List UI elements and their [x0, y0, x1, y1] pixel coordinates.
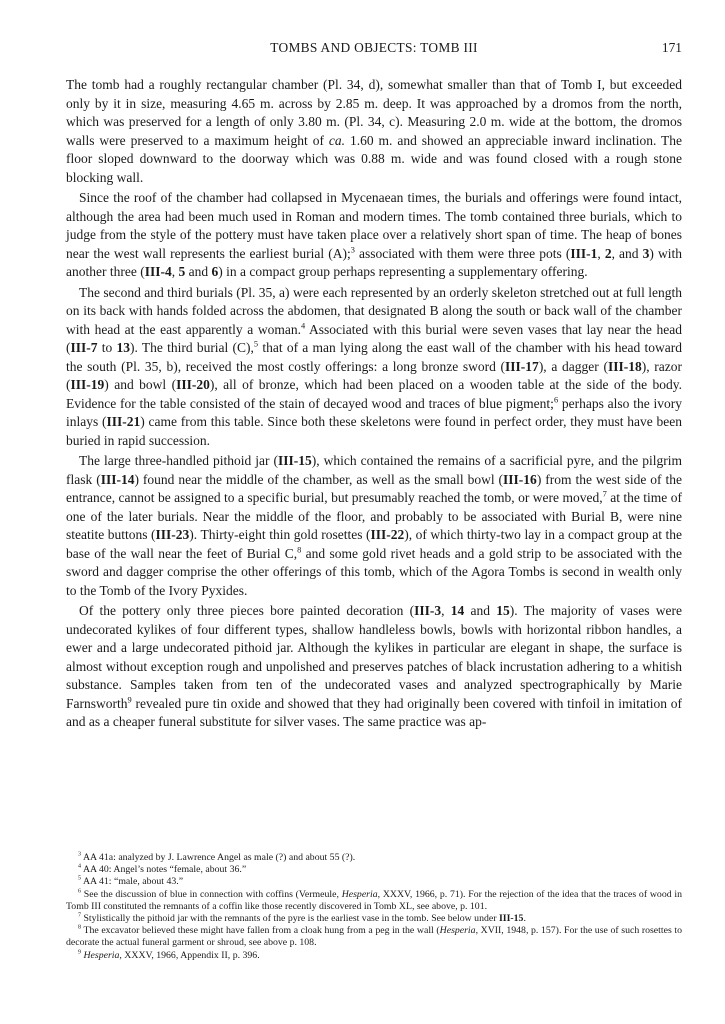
catalog-ref: 2 — [604, 245, 612, 261]
text-run: The large three-handled pithoid jar ( — [79, 453, 278, 468]
footnote-ref: 3 — [350, 245, 355, 254]
italic-text: ca. — [328, 132, 346, 148]
catalog-ref: III-4 — [144, 264, 172, 279]
text-run: and — [464, 603, 497, 618]
catalog-ref: III-17 — [505, 358, 539, 374]
footnote — [66, 852, 682, 864]
text-run: ). The majority of vases were undecorated kylikes of four different types, shallow handleless bowls, bowls with horizontal ribbon handles, a ewer and a large undecorated pithoid jar. Although the kylikes in particular are elegant in shape, the surface is almost without exception rough and unpolished and preserves patches of black incrustation adhering to a whitish substance. Samples taken from ten of the undecorated vases and analyzed spectrographically by Marie Farnsworth — [66, 603, 682, 711]
text-run: Stylistically the pithoid jar with the remnants of the pyre is the earliest vase in the tomb. See below under — [81, 913, 499, 925]
page-header — [66, 40, 682, 60]
text-run: AA 41a: analyzed by J. Lawrence Angel as male (?) and about 55 (?). — [81, 852, 356, 863]
text-run: and — [185, 264, 212, 279]
paragraph — [66, 76, 682, 187]
footnote-ref: 6 — [553, 395, 559, 404]
text-run: , — [171, 264, 179, 279]
footnote — [66, 925, 682, 949]
text-run: ). Thirty-eight thin gold rosettes ( — [189, 527, 371, 542]
catalog-ref: III-16 — [503, 471, 537, 487]
catalog-ref: 5 — [178, 264, 186, 279]
footnotes — [66, 852, 682, 962]
footnote — [66, 876, 682, 888]
text-run: The excavator believed these might have fallen from a cloak hung from a peg in the wall ( — [81, 925, 440, 937]
text-run: ), which contained the remains of a sacrificial pyre, and the pilgrim flask ( — [66, 453, 682, 487]
footnote — [66, 889, 682, 913]
text-run: ) with another three ( — [66, 245, 682, 279]
text-run: at the time of one of the later burials. Near the middle of the floor, and probably to be associated with Burial B, were nine steatite buttons ( — [66, 490, 682, 542]
italic-text: Hesperia — [83, 949, 120, 961]
text-run: The second and third burials (Pl. 35, a) were each represented by an orderly skeleton stretched out at full length on its back with hands folded across the abdomen, that designated B along the south or back wall of the chamber with head at the east apparently a woman. — [66, 284, 682, 337]
catalog-ref: III-23 — [155, 527, 190, 542]
text-run: The tomb had a roughly rectangular chamber (Pl. 34, d), somewhat smaller than that of Tomb I, but exceeded only by it in size, measuring 4.65 m. across by 2.85 m. deep. It was approached by a dromos from the north, which was preserved for a length of only 3.80 m. (Pl. 34, c). Measuring 2.0 m. wide at the bottom, the dromos walls were preserved to a maximum height of — [66, 77, 682, 148]
text-run: ) and bowl ( — [104, 377, 177, 392]
footnote-ref: 5 — [253, 339, 259, 349]
catalog-ref: III-21 — [106, 414, 141, 429]
italic-text: Hesperia — [341, 888, 378, 900]
text-run: AA 41: “male, about 43.” — [81, 876, 184, 888]
italic-text: Hesperia — [439, 925, 476, 937]
footnote-ref: 7 — [78, 912, 82, 919]
footnote-ref: 5 — [78, 876, 82, 883]
footnote-ref: 4 — [300, 321, 306, 330]
text-run: perhaps also the ivory inlays ( — [66, 395, 683, 429]
text-run: AA 40: Angel’s notes “female, about 36.” — [81, 864, 247, 876]
body-text — [66, 76, 682, 734]
text-run: Since the roof of the chamber had collapsed in Mycenaean times, the burials and offerings were found intact, although the area had been much used in Roman and modern times. The tomb contained three burials, which to judge from the style of the pottery must have taken place over a relatively short span of time. The heap of bones near the west wall represents the earliest burial (A); — [66, 190, 682, 261]
text-run: ) came from this table. Since both these skeletons were found in perfect order, they must have been buried in rapid succession. — [66, 414, 683, 448]
catalog-ref: III-14 — [100, 471, 135, 487]
text-run: ) found near the middle of the chamber, as well as the small bowl ( — [134, 471, 504, 487]
text-run: , XVII, 1948, p. 157). For the use of such rosettes to decorate the actual funeral garment or shroud, see above p. 108. — [66, 925, 682, 949]
footnote — [66, 864, 682, 876]
footnote-ref: 8 — [297, 545, 302, 554]
text-run: ) from the west side of the entrance, cannot be assigned to a specific burial, but presumably reached the tomb, or were moved, — [66, 471, 682, 505]
catalog-ref: 15 — [496, 603, 510, 618]
catalog-ref: III-18 — [607, 358, 642, 374]
footnote-ref: 7 — [602, 489, 607, 499]
text-run: Of the pottery only three pieces bore painted decoration ( — [79, 603, 415, 618]
catalog-ref: III-15 — [498, 913, 524, 925]
footnote-ref: 9 — [127, 695, 132, 704]
text-run: ). The third burial (C), — [130, 340, 254, 355]
catalog-ref: III-7 — [70, 340, 98, 355]
text-run: 1.60 m. and showed an appreciable inward inclination. The floor sloped downward to the doorway which was 0.88 m. wide and was found closed with a rough stone blocking wall. — [66, 132, 682, 185]
catalog-ref: III-15 — [277, 453, 312, 468]
footnote-ref: 6 — [78, 888, 82, 895]
paragraph — [66, 452, 682, 600]
catalog-ref: III-22 — [370, 527, 405, 542]
text-run: . — [523, 913, 526, 925]
footnote — [66, 950, 682, 962]
text-run: ), a dagger ( — [538, 358, 608, 374]
catalog-ref: 6 — [211, 264, 219, 279]
text-run: ), razor ( — [66, 358, 682, 392]
text-run: ), all of bronze, which had been placed on a wooden table at the side of the body. Evidence for the table consisted of the stain of decayed wood and traces of blue pigment; — [66, 377, 682, 411]
footnote-ref: 8 — [78, 924, 82, 931]
paragraph — [66, 284, 682, 451]
page-number: 171 — [661, 40, 682, 55]
catalog-ref: III-19 — [70, 377, 105, 392]
text-run: , — [597, 245, 605, 261]
footnote-ref: 9 — [78, 949, 82, 956]
text-run: , XXXV, 1966, p. 71). For the rejection of the idea that the traces of wood in Tomb III constituted the remnants of a coffin like those recently discovered in Tomb XL, see above, p. 101. — [66, 888, 682, 912]
footnote-ref: 3 — [78, 851, 82, 858]
text-run: associated with them were three pots ( — [354, 245, 571, 261]
text-run: , and — [611, 245, 643, 261]
text-run: that of a man lying along the east wall of the chamber with his head toward the south (Pl. 35, b), received the most costly offerings: a long bronze sword ( — [66, 340, 682, 374]
text-run: and some gold rivet heads and a gold strip to be associated with the sword and dagger comprise the other offerings of this tomb, which of the Agora Tombs is second in wealth only to the Tomb of the Ivory Pyxides. — [66, 545, 682, 598]
text-run: , XXXV, 1966, Appendix II, p. 396. — [119, 949, 260, 961]
text-run: See the discussion of blue in connection with coffins (Vermeule, — [81, 888, 342, 900]
paragraph — [66, 602, 682, 732]
catalog-ref: 13 — [116, 340, 130, 355]
footnote — [66, 913, 682, 925]
catalog-ref: III-20 — [176, 377, 210, 392]
text-run: revealed pure tin oxide and showed that they had originally been covered with tinfoil in imitation of and as a cheaper funeral substitute for silver vases. The same practice was ap- — [66, 695, 682, 729]
catalog-ref: III-1 — [570, 245, 598, 261]
footnote-ref: 4 — [78, 863, 82, 870]
paragraph — [66, 189, 682, 282]
text-run: ) in a compact group perhaps representing a supplementary offering. — [218, 264, 588, 279]
text-run: , — [441, 603, 451, 618]
running-head: TOMBS AND OBJECTS: TOMB III — [270, 40, 478, 55]
text-run: ), of which thirty-two lay in a compact group at the base of the wall near the feet of Burial C, — [66, 527, 683, 561]
text-run: to — [97, 340, 117, 355]
text-run: Associated with this burial were seven vases that lay near the head ( — [66, 321, 682, 355]
catalog-ref: 14 — [450, 603, 465, 618]
catalog-ref: 3 — [642, 245, 650, 261]
catalog-ref: III-3 — [414, 603, 442, 618]
